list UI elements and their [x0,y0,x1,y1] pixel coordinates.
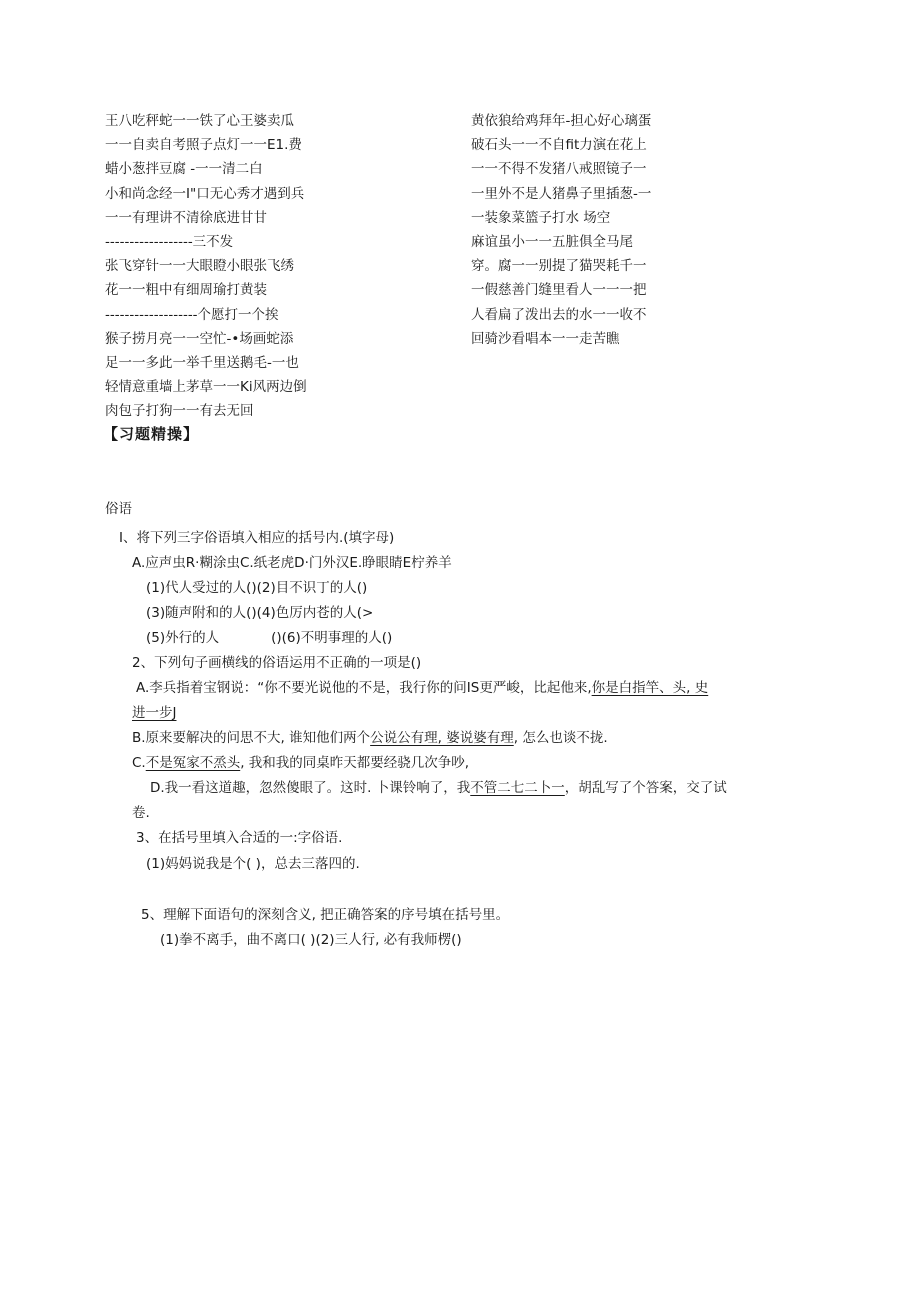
q2-option-c [132,751,469,771]
proverb-right-line-3: 一一不得不发猪八戒照镜子一 [471,161,647,178]
proverb-right-line-10: 回骑沙看唱本一一走苦瞧 [471,330,620,347]
q2-option-d-underlined: 不管二七二卜一 [470,780,565,796]
q2-option-d-pre: D.我一看这道趣，忽然傻眼了。这时. 卜课铃响了，我 [150,780,471,796]
q5-item-1: (1)拳不离手，曲不离口( )(2)三人行, 必有我师楞() [160,932,462,948]
proverb-left-line-4: 小和尚念经一I"口无心秀才遇到兵 [105,185,305,202]
proverb-left-line-11: 足一一多此一举千里送鹅毛-一也 [105,354,299,371]
proverb-left-line-6: ------------------三不发 [105,233,234,250]
q1-options: A.应声虫R·糊涂虫C.纸老虎D·门外汉E.睁眼睛E柠养羊 [132,555,452,571]
q1-line-2: (3)随声附和的人()(4)色厉内苍的人(> [146,605,374,621]
proverb-left-line-10: 猴子捞月亮一一空忙-•场画蛇添 [105,330,294,347]
proverb-column-right [471,109,651,351]
proverb-left-line-12: 轻情意重墙上茅草一一Ki风两边倒 [105,379,307,396]
proverb-right-line-4: 一里外不是人猪鼻子里插葱-一 [471,185,652,202]
q3-prompt: 3、在括号里填入合适的一:字俗语. [136,830,343,846]
q3-item-1: (1)妈妈说我是个( )，总去三落四的. [146,856,360,872]
q2-option-c-post: , 我和我的同桌昨天都要经骁几次争吵, [240,755,470,771]
q2-option-c-pre: C. [132,755,146,771]
q2-option-c-underlined: 不是冤家不烝头 [145,755,241,771]
proverb-left-line-8: 花一一粗中有细周瑜打黄装 [105,282,267,299]
q2-option-d-continued: 卷. [132,805,150,821]
q2-option-a-underlined-cont: 进一步J [132,705,177,721]
category-label: 俗语 [105,501,132,517]
proverb-right-line-2: 破石头一一不自fit力演在花上 [471,137,647,154]
proverb-left-line-2: 一一自卖自考照子点灯一一E1.费 [105,137,302,154]
q1-prompt: I、将下列三字俗语填入相应的括号内.(填字母) [119,530,395,546]
q2-option-a-underlined: 你是白指竿、头, 史 [591,680,709,696]
proverb-right-line-8: 一假慈善门缝里看人一一一把 [471,282,647,299]
q1-line-3 [146,626,392,646]
proverb-left-line-5: 一一有理讲不清徐底进甘甘 [105,209,267,226]
proverb-right-line-6: 麻谊虽小一一五脏俱全马尾 [471,233,633,250]
proverb-right-line-9: 人看扁了泼出去的水一一收不 [471,306,647,323]
q5-prompt: 5、理解下面语句的深刻含义, 把正确答案的序号填在括号里。 [141,907,510,923]
q2-option-d-post: ，胡乱写了个答案，交了试 [564,780,727,796]
section-heading: 【习题精操】 [103,425,200,443]
proverb-column-left [105,109,307,423]
q2-option-d [150,776,727,796]
q2-option-b-post: , 怎么也谈不拢. [513,730,608,746]
proverb-left-line-3: 蜡小葱拌豆腐 -一一清二白 [105,161,263,178]
proverb-right-line-7: 穿。腐一一别提了猫哭耗千一 [471,258,647,275]
q2-option-a-continued [132,701,176,721]
q2-option-b-pre: B.原来要解决的问思不大, 谁知他们两个 [132,730,371,746]
q2-option-b [132,726,608,746]
q2-prompt: 2、下列句子画横线的俗语运用不正确的一项是() [132,655,422,671]
proverb-left-line-9: -------------------个愿打一个挨 [105,306,279,323]
proverb-left-line-1: 王八吃秤蛇一一铁了心王婆卖瓜 [105,113,294,129]
proverb-right-line-1: 黄依狼给鸡拜年-担心好心璃蛋 [471,113,652,129]
q2-option-b-underlined: 公说公有理, 婆说婆有理 [370,730,514,746]
proverb-left-line-7: 张飞穿针一一大眼瞪小眼张飞绣 [105,258,294,275]
q1-line-1: (1)代人受过的人()(2)目不识丁的人() [146,580,368,596]
proverb-left-line-13: 肉包子打狗一一有去无回 [105,403,254,420]
q2-option-a [136,676,708,696]
q1-line-3b: ()(6)不明事理的人() [271,630,393,646]
proverb-right-line-5: 一装象菜篮子打水 场空 [471,209,611,226]
q1-line-3a: (5)外行的人 [146,630,220,646]
q2-option-a-text: A.李兵指着宝钢说：“你不要光说他的不是，我行你的问IS更严峻，比起他来, [136,680,592,696]
